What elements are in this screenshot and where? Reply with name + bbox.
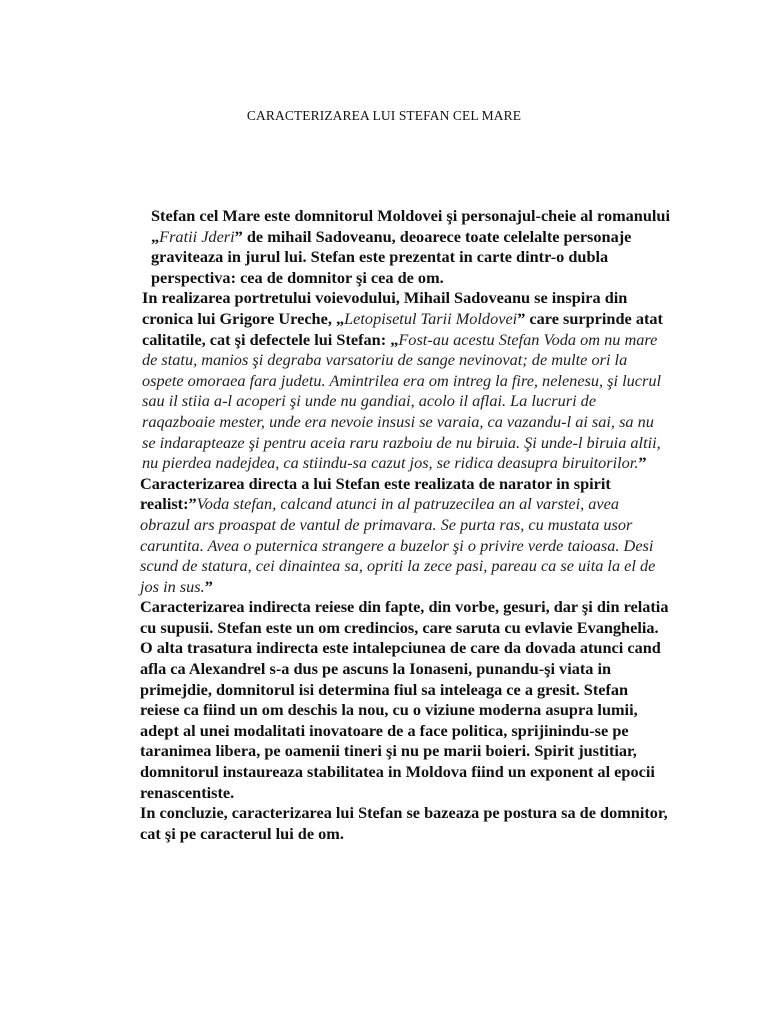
paragraph-portrait-text: In realizarea portretului voievodului, Mihail Sadoveanu se inspira din cronica lui Grigore Ureche, „ bbox=[142, 288, 628, 328]
paragraph-intro-text-end: ” de mihail Sadoveanu, deoarece toate celelalte personaje graviteaza in jurul lui. Stefan este prezentat in carte dintr-o dubla perspectiva: cea de domnitor şi cea de om. bbox=[151, 226, 632, 287]
novel-title: Fratii Jderi bbox=[159, 226, 235, 246]
paragraph-portrait bbox=[110, 288, 670, 473]
chronicle-quote-close: ” bbox=[638, 453, 647, 473]
paragraph-portrait-text-mid: ” care surprinde atat calitatile, cat şi defectele lui Stefan: „ bbox=[142, 308, 663, 349]
direct-quote: Voda stefan, calcand atunci in al patruzecilea an al varstei, avea obrazul ars proaspat de vantul de primavara. Se purta ras, cu mustata usor caruntita. Avea o puternica strangere a buzelor şi o privire verde taioasa. Desi scund de statura, cei dinaintea sa, opriti la zece pasi, pareau ca se uita la el de jos in sus. bbox=[140, 494, 656, 596]
chronicle-title: Letopisetul Tarii Moldovei bbox=[344, 308, 518, 328]
paragraph-conclusion: In concluzie, caracterizarea lui Stefan se bazeaza pe postura sa de domnitor, cat şi pe caracterul lui de om. bbox=[140, 803, 668, 843]
paragraph-direct-text: Caracterizarea directa a lui Stefan este realizata de narator in spirit realist:” bbox=[140, 473, 611, 514]
direct-quote-close: ” bbox=[204, 576, 213, 596]
paragraph-indirect: Caracterizarea indirecta reiese din fapte, din vorbe, gesuri, dar şi din relatia cu supusii. Stefan este un om credincios, care saruta cu evlavie Evanghelia. O alta trasatura indirecta este intalepciunea de care da dovada atunci cand afla ca Alexandrel s-a dus pe ascuns la Ionaseni, punandu-şi viata in primejdie, domnitorul isi determina fiul sa inteleaga ce a gresit. Stefan reiese ca fiind un om deschis la nou, cu o viziune moderna asupra lumii, adept al unei modalitati inovatoare de a face politica, sprijinindu-se pe taranimea libera, pe oamenii tineri şi nu pe marii boieri. Spirit justitiar, domnitorul instaureaza stabilitatea in Moldova fiind un exponent al epocii renascentiste. bbox=[140, 597, 669, 802]
paragraph-intro-text: Stefan cel Mare este domnitorul Moldovei şi personajul-cheie al romanului „ bbox=[151, 206, 670, 246]
document-body bbox=[110, 206, 670, 844]
document-title: CARACTERIZAREA LUI STEFAN CEL MARE bbox=[246, 108, 522, 123]
paragraph-direct bbox=[110, 474, 670, 598]
paragraph-intro bbox=[110, 206, 670, 288]
chronicle-quote: Fost-au acestu Stefan Voda om nu mare de statu, manios şi degraba varsatoriu de sange nevinovat; de multe ori la ospete omoraea fara judetu. Amintrilea era om intreg la fire, nelenesu, şi lucrul sau il stiia a-l acoperi şi unde nu gandiai, acolo il aflai. La lucruri de raqazboaie mester, unde era nevoie insusi se varaia, ca vazandu-l ai sai, sa nu se indarapteaze şi pentru aceia raru razboiu de nu biruia. Şi unde-l biruia altii, nu pierdea nadejdea, ca stiindu-sa cazut jos, se ridica deasupra biruitorilor. bbox=[142, 329, 661, 473]
